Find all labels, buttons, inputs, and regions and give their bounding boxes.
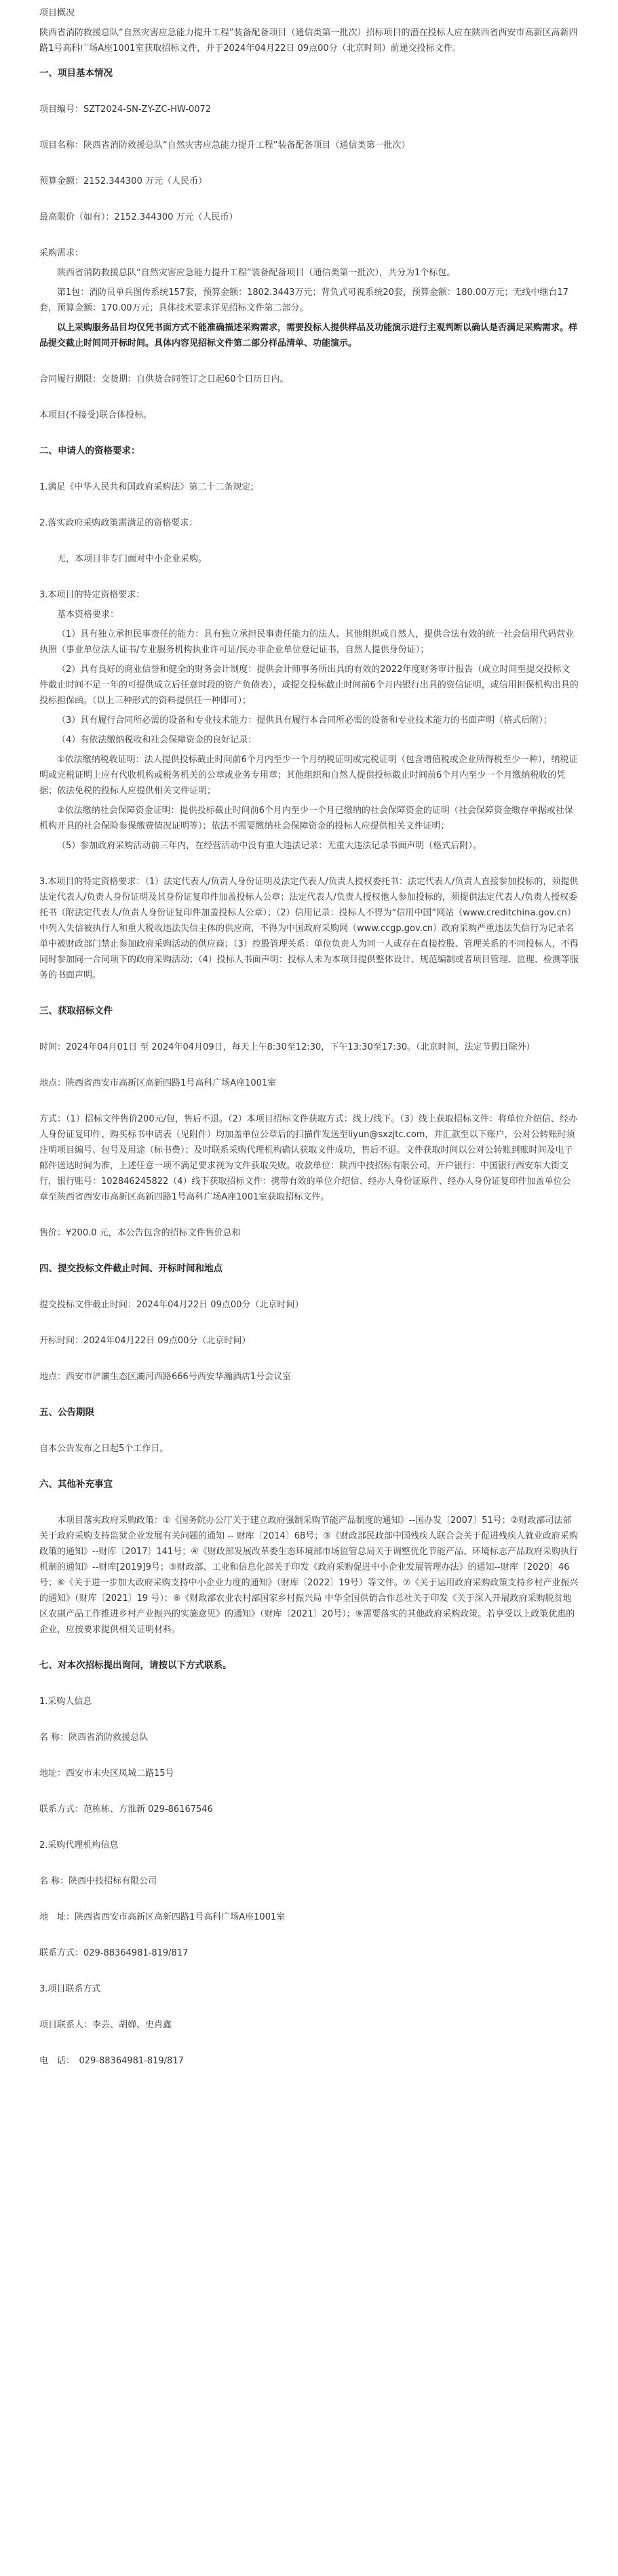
basic-req-2: （2）具有良好的商业信誉和健全的财务会计制度：提供会计师事务所出具的有效的2022年度财务审计报告（成立时间至提交投标文件截止时间不足一年的可提供成立后任意时段的资产负债表），或提交投标截止时间前6个月内银行出具的资信证明，或信用担保机构出具的投标担保函。（以上三种形式的资料提供任一种即可）； — [39, 665, 579, 706]
project-contact-title: 3.项目联系方式 — [39, 1984, 101, 1994]
basic-req-4: （4）有依法缴纳税收和社会保障资金的良好记录： — [57, 735, 257, 745]
section-1-title: 一、项目基本情况 — [39, 68, 113, 79]
buyer-name: 名 称：陕西省消防救援总队 — [39, 1732, 149, 1743]
document-price: 售价：¥200.0 元，本公告包含的招标文件售价总和 — [39, 1228, 241, 1238]
submission-deadline: 提交投标文件截止时间：2024年04月22日 09点00分（北京时间） — [39, 1300, 304, 1310]
section-3-title: 三、获取招标文件 — [39, 1006, 113, 1016]
contract-period: 合同履行期限：交货期：自供货合同签订之日起60个日历日内。 — [39, 374, 289, 384]
package-1-detail: 第1包：消防员单兵图传系统157套，预算金额：1802.3443万元；背负式可视系统20套，预算金额：180.00万元；无线中继台17套，预算金额：170.00万元；具体技术要求详见招标文件第二部分。 — [39, 288, 568, 313]
basic-req-4-social: ②依法缴纳社会保障资金证明：提供投标截止时间前6个月内至少一个月已缴纳的社会保障资金的证明（社会保障资金缴存单据或社保机构开具的社会保险参保缴费情况证明等）；依法不需要缴纳社会保障资金的投标人应提供相关文件证明； — [39, 806, 573, 831]
section-4-title: 四、提交投标文件截止时间、开标时间和地点 — [39, 1263, 223, 1274]
requirement-2-detail: 无，本项目非专门面对中小企业采购。 — [57, 554, 208, 564]
notice-period: 自本公告发布之日起5个工作日。 — [39, 1444, 169, 1454]
section-6-title: 六、其他补充事宜 — [39, 1479, 113, 1490]
basic-requirements-title: 基本资格要求： — [57, 610, 119, 620]
overview-text: 陕西省消防救援总队“自然灾害应急能力提升工程”装备配备项目（通信类第一批次）招标项目的潜在投标人应在陕西省西安市高新区高新四路1号高科广场A座1001室获取招标文件，并于2024年04月22日 09点00分（北京时间）前递交投标文件。 — [39, 28, 578, 54]
buyer-info-title: 1.采购人信息 — [39, 1697, 92, 1707]
agent-address: 地 址：陕西省西安市高新区高新四路1号高科广场A座1001室 — [39, 1912, 286, 1922]
section-2-title: 二、申请人的资格要求： — [39, 445, 140, 456]
max-price: 最高限价（如有）：2152.344300 万元（人民币） — [39, 212, 238, 222]
project-contact-phone: 电 话： 029-88364981-819/817 — [39, 2056, 184, 2066]
project-contact-people: 项目联系人：李芸、胡婵、史肖鑫 — [39, 2020, 172, 2030]
agent-info-title: 2.采购代理机构信息 — [39, 1840, 119, 1850]
demand-intro: 陕西省消防救援总队“自然灾害应急能力提升工程”装备配备项目（通信类第一批次），共分为1个标包。 — [57, 268, 456, 278]
basic-req-1: （1）具有独立承担民事责任的能力：具有独立承担民事责任能力的法人、其他组织或自然人，提供合法有效的统一社会信用代码营业执照（事业单位法人证书/专业服务机构执业许可证/民办非企业单位登记证书，自然人提供身份证）； — [39, 629, 575, 655]
requirement-1: 1.满足《中华人民共和国政府采购法》第二十二条规定; — [39, 482, 254, 492]
agent-contact: 联系方式：029-88364981-819/817 — [39, 1948, 189, 1958]
specific-requirements: 3.本项目的特定资格要求：（1）法定代表人/负责人身份证明及法定代表人/负责人授权委托书：法定代表人/负责人直接参加投标的，须提供法定代表人/负责人身份证明及其身份证复印件加盖投标人公章；法定代表人/负责人授权他人参加投标的，须提供法定代表人/负责人授权委托书（附法定代表人/负责人身份证复印件加盖投标人公章）；（2）信用记录：投标人不得为“信用中国”网站（www.creditchina.gov.cn）中列入失信被执行人和重大税收违法失信主体的供应商，不得为中国政府采购网（www.ccgp.gov.cn）政府采购严重违法失信行为记录名单中被财政部门禁止参加政府采购活动的供应商；（3）控股管理关系：单位负责人为同一人或存在直接控股、管理关系的不同投标人，不得同时参加同一合同项下的政府采购活动；（4）投标人书面声明：投标人未为本项目提供整体设计、规范编制或者项目管理、监理、检测等服务的书面声明。 — [39, 877, 579, 980]
requirement-2: 2.落实政府采购政策需满足的资格要求： — [39, 518, 198, 528]
demand-title: 采购需求： — [39, 248, 84, 258]
project-number: 项目编号：SZT2024-SN-ZY-ZC-HW-0072 — [39, 104, 212, 115]
basic-req-5: （5）参加政府采购活动前三年内，在经营活动中没有重大违法记录：无重大违法记录书面声明（格式后附）。 — [57, 841, 482, 851]
opening-place: 地点：西安市浐灞生态区灞河西路666号西安华瀚酒店1号会议室 — [39, 1372, 292, 1382]
acquire-method: 方式：（1）招标文件售价200元/包，售后不退。（2）本项目招标文件获取方式：线上/线下。（3）线上获取招标文件：将单位介绍信、经办人身份证复印件、购买标书申请表（见附件）均加盖单位公章后的扫描件发送至liyun@sxzjtc.com，并汇款至以下账户，公对公转账时须注明项目编号、包号及用途（标书费）；及时联系采购代理机构确认获取文件成功，售后不退。文件获取时间以公对公转账到账时间及电子邮件送达时间为准，上述任意一项不满足要求视为文件获取失败。收款单位：陕西中技招标有限公司，开户银行：中国银行西安东大街支行，银行账号：102846245822（4）线下获取招标文件：携带有效的单位介绍信、经办人身份证原件、经办人身份证复印件加盖单位公章至陕西省西安市高新区高新四路1号高科广场A座1001室获取招标文件。 — [39, 1114, 577, 1202]
opening-time: 开标时间：2024年04月22日 09点00分（北京时间） — [39, 1336, 251, 1346]
section-7-title: 七、对本次招标提出询问，请按以下方式联系。 — [39, 1660, 232, 1671]
agent-name: 名 称：陕西中技招标有限公司 — [39, 1876, 157, 1886]
consortium-note: 本项目(不接受)联合体投标。 — [39, 410, 153, 420]
section-5-title: 五、公告期限 — [39, 1407, 94, 1418]
buyer-address: 地址：西安市未央区凤城二路15号 — [39, 1768, 174, 1779]
acquire-time: 时间：2024年04月01日 至 2024年04月09日，每天上午8:30至12:30，下午13:30至17:30。（北京时间，法定节假日除外） — [39, 1042, 535, 1052]
budget-amount: 预算金额：2152.344300 万元（人民币） — [39, 176, 207, 186]
overview-title: 项目概况 — [39, 8, 75, 18]
sample-note: 以上采购服务品目均仅凭书面方式不能准确描述采购需求，需要投标人提供样品及功能演示进行主观判断以确认是否满足采购需求。样品提交截止时间同开标时间。具体内容见招标文件第二部分样品清单、功能演示。 — [39, 323, 578, 349]
basic-req-4-tax: ①依法缴纳税收证明：法人提供投标截止时间前6个月内至少一个月纳税证明或完税证明（包含增值税或企业所得税至少一种），纳税证明或完税证明上应有代收机构或税务机关的公章或业务专用章；其他组织和自然人提供投标截止时间前6个月内至少一个月缴纳税收的凭据；依法免税的投标人应提供相关文件证明； — [39, 755, 578, 796]
basic-req-3: （3）具有履行合同所必需的设备和专业技术能力：提供具有履行本合同所必需的设备和专业技术能力的书面声明（格式后附）； — [57, 715, 552, 726]
acquire-place: 地点：陕西省西安市高新区高新四路1号高科广场A座1001室 — [39, 1078, 277, 1088]
requirement-3: 3.本项目的特定资格要求： — [39, 590, 145, 600]
project-name: 项目名称：陕西省消防救援总队“自然灾害应急能力提升工程”装备配备项目（通信类第一批次） — [39, 140, 410, 151]
buyer-contact: 联系方式：范栋栋、方淮新 029-86167546 — [39, 1804, 213, 1815]
supplementary-policies: 本项目落实政府采购政策：①《国务院办公厅关于建立政府强制采购节能产品制度的通知》--国办发〔2007〕51号；②财政部司法部关于政府采购支持监狱企业发展有关问题的通知 -- 财库〔2014〕68号；③《财政部民政部中国残疾人联合会关于促进残疾人就业政府采购政策的通知》--财库〔2017〕141号；④《财政部发展改革委生态环境部市场监管总局关于调整优化节能产品、环境标志产品政府采购执行机制的通知》--财库[2019]9号；⑤财政部、工业和信息化部关于印发《政府采购促进中小企业发展管理办法》的通知--财库〔2020〕46号；⑥《关于进一步加大政府采购支持中小企业力度的通知》（财库〔2022〕19号）等文件。⑦《关于运用政府采购政策支持乡村产业振兴的通知》（财库〔2021〕19 号）；⑧《财政部农业农村部国家乡村振兴局 中华全国供销合作总社关于印发《关于深入开展政府采购脱贫地区农副产品工作推进乡村产业振兴的实施意见》的通知》（财库〔2021〕20号）；⑨需要落实的其他政府采购政策。若享受以上政策优惠的企业，应按要求提供相关证明材料。 — [39, 1515, 579, 1635]
